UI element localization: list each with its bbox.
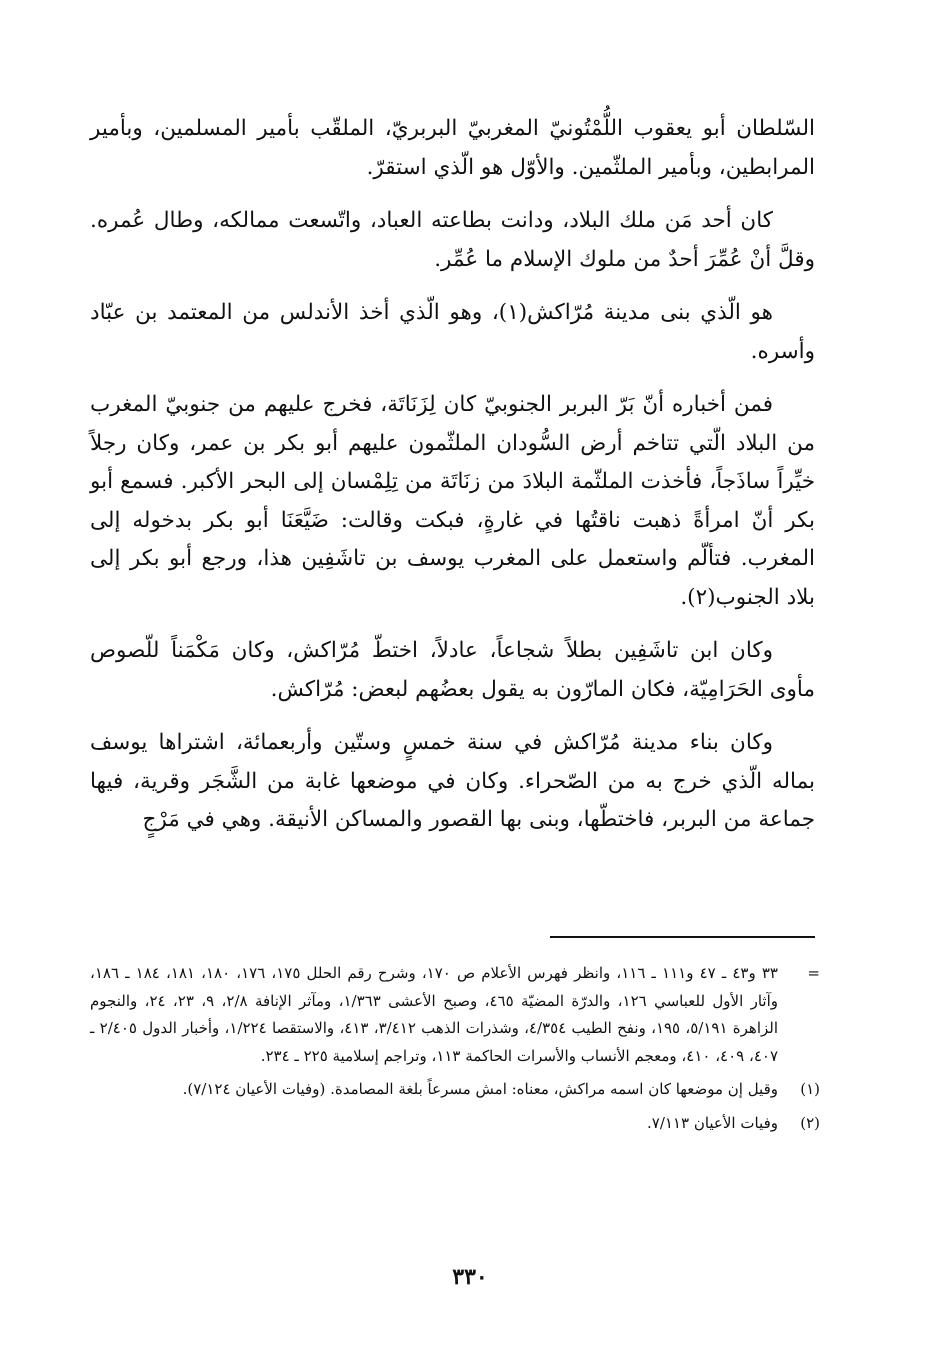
- footnote-marker: (٢): [800, 1113, 820, 1132]
- paragraph-5: وكان ابن تاشَفِين بطلاً شجاعاً، عادلاً، اختطّ مُرّاكش، وكان مَكْمَناً للّصوص مأوى الحَرَامِيّة، فكان المارّون به يقول بعضُهم لبعض: مُرّاكش.: [90, 638, 815, 702]
- footnote-separator: [550, 936, 815, 938]
- paragraph-4: فمن أخباره أنّ بَرّ البربر الجنوبيّ كان لِزَنَاتَة، فخرج عليهم من جنوبيّ المغرب من البلاد الّتي تتاخم أرض السُّودان الملثّمون عليهم أبو بكر بن عمر، وكان رجلاً خيِّراً ساذَجاً، فأخذت الملثّمة البلادَ من زنَاتَة من تِلِمْسان إلى البحر الأكبر. فسمع أبو بكر أنّ امرأةً ذهبت ناقتُها في غارةٍ، فبكت وقالت: ضَيَّعَنَا أبو بكر بدخوله إلى المغرب. فتألّم واستعمل على المغرب يوسف بن تاشَفِين هذا، ورجع أبو بكر إلى بلاد الجنوب(٢).: [90, 392, 815, 610]
- footnote-continuation: [90, 960, 820, 1070]
- paragraph-6: وكان بناء مدينة مُرّاكش في سنة خمسٍ وستّين وأربعمائة، اشتراها يوسف بماله الّذي خرج به من الصّحراء. وكان في موضعها غابة من الشَّجَر وقرية، فيها جماعة من البربر، فاختطّها، وبنى بها القصور والمساكن الأنيقة. وهي في مَرْجٍ: [90, 730, 815, 832]
- footnote-1: [90, 1076, 820, 1104]
- paragraph-3: هو الّذي بنى مدينة مُرّاكش(١)، وهو الّذي أخذ الأندلس من المعتمد بن عبّاد وأسره.: [90, 300, 815, 364]
- footnote-text: وقيل إن موضعها كان اسمه مراكش، معناه: امش مسرعاً بلغة المصامدة. (وفيات الأعيان ٧/١٢٤).: [182, 1080, 778, 1099]
- paragraph-2: كان أحد مَن ملك البلاد، ودانت بطاعته العباد، واتّسعت ممالكه، وطال عُمره. وقلَّ أنْ عُمِّرَ أحدٌ من ملوك الإسلام ما عُمِّر.: [90, 208, 815, 272]
- footnote-marker: =: [807, 964, 820, 982]
- footnote-marker: (١): [800, 1080, 820, 1099]
- footnotes: [90, 960, 820, 1144]
- page-number: ٣٣٠: [452, 1264, 488, 1290]
- footnote-text: ٣٣ و٤٣ ـ ٤٧ و١١١ ـ ١١٦، وانظر فهرس الأعلام ص ١٧٠، وشرح رقم الحلل ١٧٥، ١٧٦، ١٨٠، ١٨١، ١٨٤ ـ ١٨٦، وآثار الأول للعباسي ١٢٦، والدرّة المضيّة ٤٦٥، وصبح الأعشى ١/٣٦٣، ومآثر الإنافة ٢/٨، ٩، ٢٣، ٢٤، والنجوم الزاهرة ٥/١٩١، ١٩٥، ونفح الطيب ٤/٣٥٤، وشذرات الذهب ٣/٤١٢، ٤١٣، والاستقصا ١/٢٢٤، وأخبار الدول ٢/٤٠٥ ـ ٤٠٧، ٤٠٩، ٤١٠، ومعجم الأنساب والأسرات الحاكمة ١١٣، وتراجم إسلامية ٢٢٥ ـ ٢٣٤.: [90, 964, 779, 1065]
- footnote-text: وفيات الأعيان ٧/١١٣.: [646, 1113, 778, 1132]
- main-text: [90, 110, 815, 855]
- footnote-2: [90, 1110, 820, 1138]
- paragraph-1: السّلطان أبو يعقوب اللُّمْتُونيّ المغربيّ البربريّ، الملقّب بأمير المسلمين، وبأمير المرابطين، وبأمير الملثّمين. والأوّل هو الّذي استقرّ.: [90, 116, 815, 180]
